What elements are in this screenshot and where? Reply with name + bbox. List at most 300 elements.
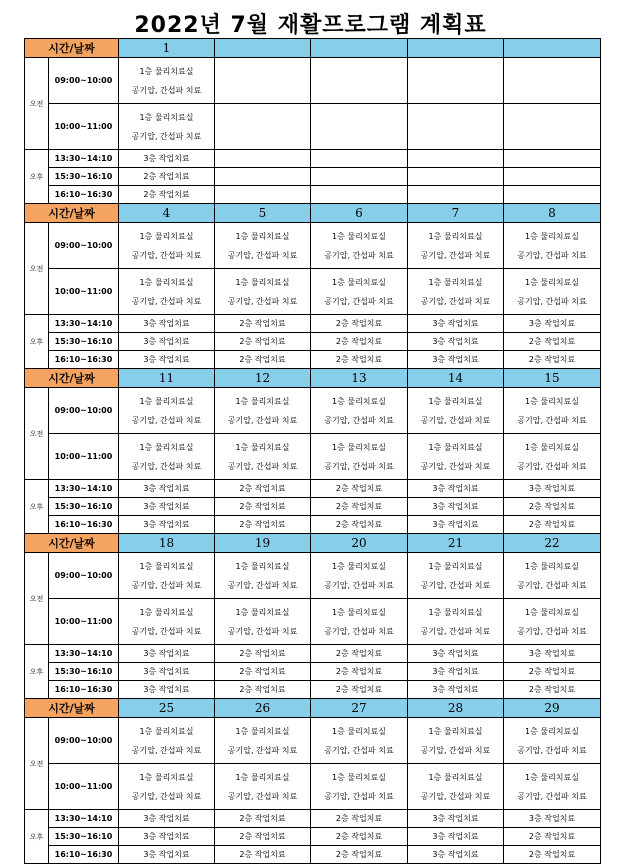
session-treatment: 공기압, 간섭파 치료 [227, 461, 298, 471]
date-cell: 14 [408, 369, 504, 388]
pm-row [25, 186, 601, 204]
pm-session-cell: 2층 작업치료 [119, 186, 215, 204]
pm-session-cell: 3층 작업치료 [504, 315, 601, 333]
session-treatment: 공기압, 간섭파 치료 [131, 296, 202, 306]
am-session-cell [408, 434, 504, 480]
time-cell: 10:00~11:00 [49, 434, 119, 480]
am-session-cell [119, 104, 215, 150]
pm-session-cell: 3층 작업치료 [119, 645, 215, 663]
am-session-cell [504, 553, 601, 599]
am-row [25, 223, 601, 269]
am-session-cell [311, 553, 408, 599]
session-location: 1층 물리치료실 [428, 231, 483, 241]
pm-session-cell [504, 186, 601, 204]
session-location: 1층 물리치료실 [524, 277, 579, 287]
pm-session-cell: 2층 작업치료 [311, 315, 408, 333]
am-session-cell [504, 223, 601, 269]
week-header-row [25, 534, 601, 553]
am-row [25, 269, 601, 315]
session-location: 1층 물리치료실 [139, 277, 194, 287]
pm-session-cell [504, 150, 601, 168]
session-location: 1층 물리치료실 [331, 442, 386, 452]
session-location: 1층 물리치료실 [139, 442, 194, 452]
pm-session-cell: 2층 작업치료 [119, 168, 215, 186]
am-session-cell [408, 764, 504, 810]
pm-session-cell: 3층 작업치료 [408, 810, 504, 828]
date-cell: 21 [408, 534, 504, 553]
pm-session-cell: 3층 작업치료 [408, 681, 504, 699]
pm-session-cell [408, 150, 504, 168]
date-cell: 12 [215, 369, 311, 388]
session-treatment: 공기압, 간섭파 치료 [420, 626, 491, 636]
time-cell: 13:30~14:10 [49, 150, 119, 168]
time-cell: 16:10~16:30 [49, 681, 119, 699]
am-session-cell [408, 104, 504, 150]
session-treatment: 공기압, 간섭파 치료 [227, 791, 298, 801]
session-treatment: 공기압, 간섭파 치료 [131, 791, 202, 801]
am-session-cell [119, 434, 215, 480]
period-am-label: 오전 [25, 388, 49, 480]
am-session-cell [311, 764, 408, 810]
period-am-label: 오전 [25, 58, 49, 150]
session-location: 1층 물리치료실 [524, 726, 579, 736]
pm-session-cell: 3층 작업치료 [119, 150, 215, 168]
pm-session-cell [311, 168, 408, 186]
session-treatment: 공기압, 간섭파 치료 [324, 461, 394, 471]
am-session-cell [504, 764, 601, 810]
session-treatment: 공기압, 간섭파 치료 [227, 745, 298, 755]
pm-session-cell: 2층 작업치료 [311, 351, 408, 369]
pm-session-cell: 3층 작업치료 [119, 846, 215, 864]
session-location: 1층 물리치료실 [428, 772, 483, 782]
pm-session-cell: 2층 작업치료 [311, 645, 408, 663]
session-location: 1층 물리치료실 [331, 396, 386, 406]
date-cell [311, 39, 408, 58]
pm-row [25, 645, 601, 663]
time-cell: 09:00~10:00 [49, 553, 119, 599]
pm-session-cell: 2층 작업치료 [215, 498, 311, 516]
date-cell: 19 [215, 534, 311, 553]
week-header-row [25, 204, 601, 223]
session-treatment: 공기압, 간섭파 치료 [324, 580, 394, 590]
session-location: 1층 물리치료실 [428, 607, 483, 617]
am-session-cell [215, 434, 311, 480]
session-location: 1층 물리치료실 [139, 396, 194, 406]
time-cell: 16:10~16:30 [49, 351, 119, 369]
pm-session-cell: 2층 작업치료 [311, 480, 408, 498]
am-session-cell [215, 599, 311, 645]
pm-row [25, 333, 601, 351]
session-treatment: 공기압, 간섭파 치료 [131, 461, 202, 471]
period-pm-label: 오후 [25, 645, 49, 699]
time-date-label: 시간/날짜 [25, 204, 119, 223]
pm-session-cell: 3층 작업치료 [408, 498, 504, 516]
date-cell [215, 39, 311, 58]
period-am-label: 오전 [25, 718, 49, 810]
session-treatment: 공기압, 간섭파 치료 [517, 745, 587, 755]
date-cell: 1 [119, 39, 215, 58]
time-cell: 16:10~16:30 [49, 846, 119, 864]
pm-session-cell: 3층 작업치료 [408, 333, 504, 351]
pm-session-cell [215, 168, 311, 186]
pm-session-cell: 3층 작업치료 [119, 516, 215, 534]
session-location: 1층 물리치료실 [235, 607, 290, 617]
time-cell: 15:30~16:10 [49, 333, 119, 351]
am-session-cell [119, 223, 215, 269]
pm-session-cell: 3층 작업치료 [119, 351, 215, 369]
time-cell: 09:00~10:00 [49, 388, 119, 434]
pm-session-cell: 2층 작업치료 [311, 498, 408, 516]
session-treatment: 공기압, 간섭파 치료 [517, 415, 587, 425]
am-session-cell [408, 718, 504, 764]
session-treatment: 공기압, 간섭파 치료 [324, 791, 394, 801]
session-treatment: 공기압, 간섭파 치료 [324, 415, 394, 425]
session-location: 1층 물리치료실 [331, 726, 386, 736]
am-session-cell [408, 223, 504, 269]
pm-session-cell: 2층 작업치료 [215, 480, 311, 498]
pm-session-cell: 2층 작업치료 [311, 828, 408, 846]
session-treatment: 공기압, 간섭파 치료 [227, 296, 298, 306]
session-location: 1층 물리치료실 [428, 277, 483, 287]
am-session-cell [119, 388, 215, 434]
pm-session-cell [311, 150, 408, 168]
am-row [25, 553, 601, 599]
pm-session-cell: 3층 작업치료 [119, 333, 215, 351]
session-treatment: 공기압, 간섭파 치료 [324, 296, 394, 306]
pm-session-cell [408, 186, 504, 204]
pm-session-cell: 2층 작업치료 [215, 681, 311, 699]
pm-row [25, 663, 601, 681]
am-session-cell [504, 388, 601, 434]
am-session-cell [504, 58, 601, 104]
am-session-cell [408, 388, 504, 434]
date-cell: 26 [215, 699, 311, 718]
time-cell: 15:30~16:10 [49, 828, 119, 846]
session-treatment: 공기압, 간섭파 치료 [324, 250, 394, 260]
pm-row [25, 681, 601, 699]
session-treatment: 공기압, 간섭파 치료 [517, 580, 587, 590]
time-cell: 15:30~16:10 [49, 498, 119, 516]
am-row [25, 388, 601, 434]
time-cell: 09:00~10:00 [49, 58, 119, 104]
session-treatment: 공기압, 간섭파 치료 [517, 250, 587, 260]
time-cell: 10:00~11:00 [49, 599, 119, 645]
session-location: 1층 물리치료실 [139, 561, 194, 571]
session-treatment: 공기압, 간섭파 치료 [517, 461, 587, 471]
pm-session-cell: 2층 작업치료 [311, 516, 408, 534]
session-treatment: 공기압, 간섭파 치료 [131, 250, 202, 260]
am-session-cell [311, 104, 408, 150]
am-session-cell [215, 553, 311, 599]
session-location: 1층 물리치료실 [235, 442, 290, 452]
time-cell: 09:00~10:00 [49, 718, 119, 764]
date-cell: 4 [119, 204, 215, 223]
pm-session-cell: 2층 작업치료 [215, 663, 311, 681]
time-cell: 13:30~14:10 [49, 645, 119, 663]
am-row [25, 104, 601, 150]
date-cell: 28 [408, 699, 504, 718]
time-cell: 10:00~11:00 [49, 269, 119, 315]
am-session-cell [215, 104, 311, 150]
session-treatment: 공기압, 간섭파 치료 [227, 626, 298, 636]
schedule-table [24, 38, 601, 864]
date-cell: 11 [119, 369, 215, 388]
am-session-cell [119, 553, 215, 599]
am-session-cell [408, 58, 504, 104]
date-cell: 15 [504, 369, 601, 388]
am-row [25, 58, 601, 104]
session-location: 1층 물리치료실 [235, 561, 290, 571]
session-treatment: 공기압, 간섭파 치료 [131, 415, 202, 425]
date-cell: 29 [504, 699, 601, 718]
date-cell: 22 [504, 534, 601, 553]
session-location: 1층 물리치료실 [331, 607, 386, 617]
am-session-cell [504, 269, 601, 315]
session-location: 1층 물리치료실 [524, 396, 579, 406]
pm-session-cell: 2층 작업치료 [504, 828, 601, 846]
pm-session-cell: 2층 작업치료 [215, 810, 311, 828]
time-cell: 09:00~10:00 [49, 223, 119, 269]
time-cell: 13:30~14:10 [49, 480, 119, 498]
date-cell: 20 [311, 534, 408, 553]
session-location: 1층 물리치료실 [428, 396, 483, 406]
pm-session-cell: 3층 작업치료 [408, 516, 504, 534]
session-location: 1층 물리치료실 [428, 442, 483, 452]
page-title: 2022년 7월 재활프로그램 계획표 [134, 13, 487, 38]
time-cell: 16:10~16:30 [49, 186, 119, 204]
pm-session-cell: 3층 작업치료 [119, 498, 215, 516]
am-session-cell [215, 58, 311, 104]
pm-row [25, 480, 601, 498]
period-pm-label: 오후 [25, 810, 49, 864]
session-location: 1층 물리치료실 [235, 726, 290, 736]
am-session-cell [408, 599, 504, 645]
time-cell: 10:00~11:00 [49, 764, 119, 810]
date-cell [408, 39, 504, 58]
pm-session-cell: 3층 작업치료 [119, 810, 215, 828]
pm-session-cell: 2층 작업치료 [504, 351, 601, 369]
session-treatment: 공기압, 간섭파 치료 [324, 626, 394, 636]
pm-session-cell: 2층 작업치료 [504, 846, 601, 864]
time-cell: 13:30~14:10 [49, 810, 119, 828]
pm-session-cell: 2층 작업치료 [504, 681, 601, 699]
pm-session-cell: 3층 작업치료 [504, 810, 601, 828]
am-session-cell [215, 764, 311, 810]
pm-row [25, 498, 601, 516]
pm-session-cell: 3층 작업치료 [408, 315, 504, 333]
pm-session-cell [504, 168, 601, 186]
session-treatment: 공기압, 간섭파 치료 [227, 580, 298, 590]
am-row [25, 599, 601, 645]
session-location: 1층 물리치료실 [524, 607, 579, 617]
session-treatment: 공기압, 간섭파 치료 [131, 626, 202, 636]
session-location: 1층 물리치료실 [139, 66, 194, 76]
pm-session-cell: 3층 작업치료 [408, 351, 504, 369]
pm-session-cell: 2층 작업치료 [215, 846, 311, 864]
am-session-cell [408, 269, 504, 315]
session-treatment: 공기압, 간섭파 치료 [420, 745, 491, 755]
am-session-cell [504, 599, 601, 645]
pm-session-cell: 2층 작업치료 [311, 333, 408, 351]
pm-session-cell: 2층 작업치료 [215, 828, 311, 846]
am-session-cell [119, 599, 215, 645]
pm-session-cell: 3층 작업치료 [408, 480, 504, 498]
week-header-row [25, 39, 601, 58]
am-session-cell [311, 718, 408, 764]
session-treatment: 공기압, 간섭파 치료 [517, 296, 587, 306]
am-session-cell [504, 434, 601, 480]
am-session-cell [311, 599, 408, 645]
session-location: 1층 물리치료실 [524, 231, 579, 241]
pm-row [25, 315, 601, 333]
date-cell: 5 [215, 204, 311, 223]
pm-session-cell: 3층 작업치료 [119, 663, 215, 681]
pm-session-cell: 3층 작업치료 [504, 645, 601, 663]
session-treatment: 공기압, 간섭파 치료 [517, 626, 587, 636]
date-cell: 25 [119, 699, 215, 718]
am-session-cell [215, 388, 311, 434]
pm-session-cell: 2층 작업치료 [311, 681, 408, 699]
period-pm-label: 오후 [25, 315, 49, 369]
am-session-cell [119, 764, 215, 810]
pm-session-cell: 2층 작업치료 [215, 351, 311, 369]
pm-row [25, 351, 601, 369]
pm-session-cell: 3층 작업치료 [119, 681, 215, 699]
pm-row [25, 516, 601, 534]
period-pm-label: 오후 [25, 480, 49, 534]
pm-session-cell: 3층 작업치료 [119, 315, 215, 333]
session-location: 1층 물리치료실 [524, 561, 579, 571]
pm-session-cell: 2층 작업치료 [504, 333, 601, 351]
pm-session-cell: 2층 작업치료 [215, 333, 311, 351]
pm-session-cell [408, 168, 504, 186]
session-treatment: 공기압, 간섭파 치료 [324, 745, 394, 755]
am-session-cell [311, 388, 408, 434]
pm-session-cell [311, 186, 408, 204]
pm-session-cell: 2층 작업치료 [504, 516, 601, 534]
pm-session-cell: 2층 작업치료 [215, 516, 311, 534]
session-location: 1층 물리치료실 [235, 277, 290, 287]
pm-session-cell: 2층 작업치료 [504, 663, 601, 681]
date-cell: 6 [311, 204, 408, 223]
pm-session-cell: 2층 작업치료 [311, 810, 408, 828]
am-session-cell [215, 718, 311, 764]
pm-session-cell: 2층 작업치료 [311, 846, 408, 864]
time-cell: 15:30~16:10 [49, 168, 119, 186]
pm-session-cell: 3층 작업치료 [408, 645, 504, 663]
date-cell: 8 [504, 204, 601, 223]
session-treatment: 공기압, 간섭파 치료 [131, 580, 202, 590]
am-session-cell [119, 58, 215, 104]
session-treatment: 공기압, 간섭파 치료 [420, 461, 491, 471]
pm-session-cell: 2층 작업치료 [504, 498, 601, 516]
pm-session-cell: 2층 작업치료 [215, 315, 311, 333]
time-cell: 16:10~16:30 [49, 516, 119, 534]
session-location: 1층 물리치료실 [139, 726, 194, 736]
date-cell: 18 [119, 534, 215, 553]
pm-session-cell: 2층 작업치료 [215, 645, 311, 663]
period-am-label: 오전 [25, 553, 49, 645]
am-session-cell [119, 718, 215, 764]
pm-session-cell: 3층 작업치료 [408, 846, 504, 864]
am-row [25, 764, 601, 810]
time-date-label: 시간/날짜 [25, 699, 119, 718]
session-location: 1층 물리치료실 [139, 112, 194, 122]
date-cell: 27 [311, 699, 408, 718]
session-treatment: 공기압, 간섭파 치료 [420, 296, 491, 306]
session-location: 1층 물리치료실 [139, 607, 194, 617]
session-location: 1층 물리치료실 [139, 231, 194, 241]
am-row [25, 434, 601, 480]
am-session-cell [311, 58, 408, 104]
pm-row [25, 828, 601, 846]
date-cell: 7 [408, 204, 504, 223]
pm-session-cell: 3층 작업치료 [504, 480, 601, 498]
pm-row [25, 810, 601, 828]
am-session-cell [215, 223, 311, 269]
pm-session-cell [215, 150, 311, 168]
session-location: 1층 물리치료실 [331, 772, 386, 782]
session-treatment: 공기압, 간섭파 치료 [420, 415, 491, 425]
am-session-cell [119, 269, 215, 315]
am-row [25, 718, 601, 764]
session-location: 1층 물리치료실 [331, 277, 386, 287]
period-pm-label: 오후 [25, 150, 49, 204]
session-treatment: 공기압, 간섭파 치료 [420, 791, 491, 801]
session-treatment: 공기압, 간섭파 치료 [227, 415, 298, 425]
session-treatment: 공기압, 간섭파 치료 [517, 791, 587, 801]
session-location: 1층 물리치료실 [524, 772, 579, 782]
session-treatment: 공기압, 간섭파 치료 [420, 250, 491, 260]
pm-session-cell [215, 186, 311, 204]
session-location: 1층 물리치료실 [235, 231, 290, 241]
time-date-label: 시간/날짜 [25, 39, 119, 58]
date-cell: 13 [311, 369, 408, 388]
session-treatment: 공기압, 간섭파 치료 [131, 85, 202, 95]
session-location: 1층 물리치료실 [139, 772, 194, 782]
period-am-label: 오전 [25, 223, 49, 315]
session-location: 1층 물리치료실 [331, 231, 386, 241]
pm-session-cell: 3층 작업치료 [119, 828, 215, 846]
am-session-cell [311, 269, 408, 315]
pm-session-cell: 3층 작업치료 [408, 828, 504, 846]
session-treatment: 공기압, 간섭파 치료 [227, 250, 298, 260]
pm-session-cell: 2층 작업치료 [311, 663, 408, 681]
pm-session-cell: 3층 작업치료 [119, 480, 215, 498]
session-location: 1층 물리치료실 [524, 442, 579, 452]
week-header-row [25, 369, 601, 388]
time-date-label: 시간/날짜 [25, 534, 119, 553]
session-location: 1층 물리치료실 [235, 396, 290, 406]
session-location: 1층 물리치료실 [235, 772, 290, 782]
week-header-row [25, 699, 601, 718]
time-cell: 10:00~11:00 [49, 104, 119, 150]
am-session-cell [504, 104, 601, 150]
am-session-cell [504, 718, 601, 764]
session-location: 1층 물리치료실 [428, 561, 483, 571]
time-cell: 15:30~16:10 [49, 663, 119, 681]
pm-row [25, 150, 601, 168]
pm-row [25, 168, 601, 186]
date-cell [504, 39, 601, 58]
session-treatment: 공기압, 간섭파 치료 [131, 745, 202, 755]
session-location: 1층 물리치료실 [331, 561, 386, 571]
session-treatment: 공기압, 간섭파 치료 [420, 580, 491, 590]
session-treatment: 공기압, 간섭파 치료 [131, 131, 202, 141]
session-location: 1층 물리치료실 [428, 726, 483, 736]
am-session-cell [215, 269, 311, 315]
time-cell: 13:30~14:10 [49, 315, 119, 333]
